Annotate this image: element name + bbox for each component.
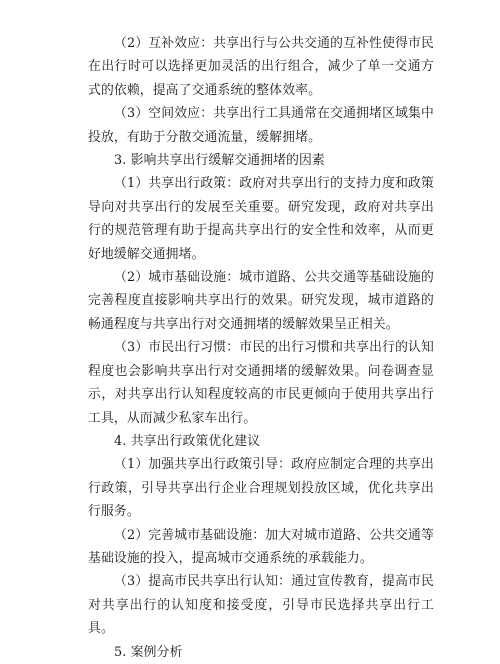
para-infrastructure-factor: （2）城市基础设施：城市道路、公共交通等基础设施的完善程度直接影响共享出行的效果。研究发现，城市道路的畅通程度与共享出行对交通拥堵的缓解效果呈正相关。	[88, 270, 434, 332]
para-policy-guidance: （1）加强共享出行政策引导：政府应制定合理的共享出行政策，引导共享出行企业合理规划投放区域，优化共享出行服务。	[88, 457, 434, 520]
para-habit-factor: （3）市民出行习惯：市民的出行习惯和共享出行的认知程度也会影响共享出行对交通拥堵的缓解效果。问卷调查显示，对共享出行认知程度较高的市民更倾向于使用共享出行工具，从而减少私家车出行。	[88, 340, 434, 426]
heading-section-4: 4. 共享出行政策优化建议	[114, 433, 261, 449]
heading-section-3: 3. 影响共享出行缓解交通拥堵的因素	[114, 153, 325, 169]
para-raise-awareness: （3）提高市民共享出行认知：通过宣传教育，提高市民对共享出行的认知度和接受度，引导市民选择共享出行工具。	[88, 574, 434, 637]
para-complementary-effect: （2）互补效应：共享出行与公共交通的互补性使得市民在出行时可以选择更加灵活的出行组合，减少了单一交通方式的依赖，提高了交通系统的整体效率。	[88, 36, 434, 98]
heading-section-5: 5. 案例分析	[114, 644, 183, 660]
para-policy-factor: （1）共享出行政策：政府对共享出行的支持力度和政策导向对共享出行的发展至关重要。研究发现，政府对共享出行的规范管理有助于提高共享出行的安全性和效率，从而更好地缓解交通拥堵。	[88, 176, 434, 262]
para-improve-infrastructure: （2）完善城市基础设施：加大对城市道路、公共交通等基础设施的投入，提高城市交通系统的承载能力。	[88, 527, 434, 566]
para-spatial-effect: （3）空间效应：共享出行工具通常在交通拥堵区域集中投放，有助于分散交通流量，缓解拥堵。	[88, 106, 434, 145]
document-page	[88, 32, 434, 664]
